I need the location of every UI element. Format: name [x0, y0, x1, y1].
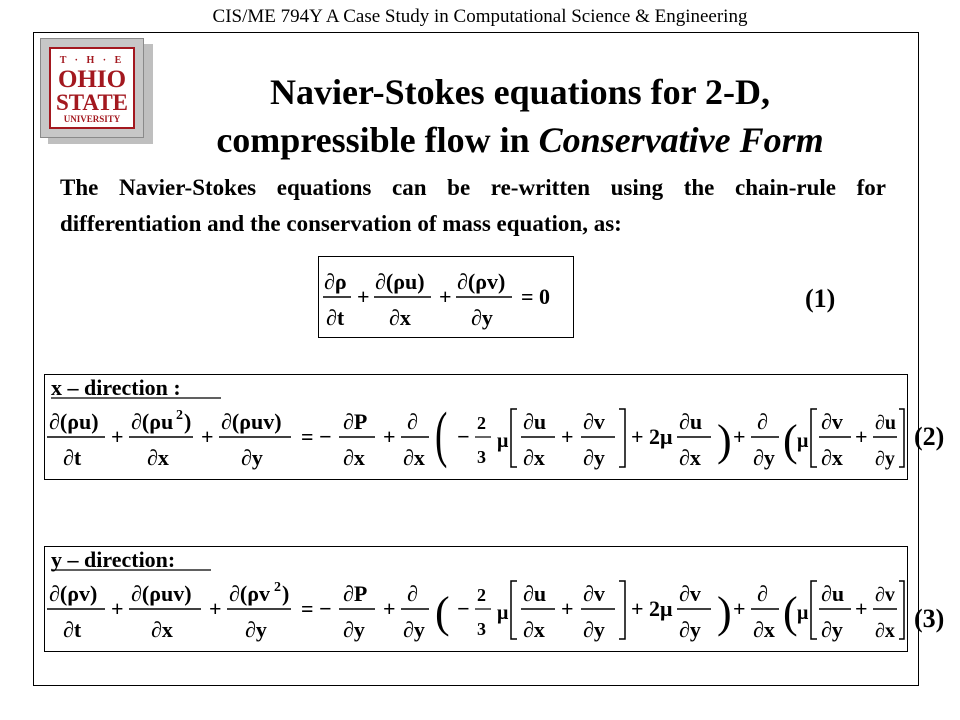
- equation-2-number: (2): [914, 422, 945, 451]
- equation-2-label: x – direction :: [51, 375, 181, 400]
- svg-text:∂(ρu): ∂(ρu): [49, 409, 99, 434]
- svg-text:2: 2: [477, 413, 486, 433]
- svg-text:= −: = −: [301, 596, 332, 621]
- svg-text:(: (: [435, 588, 450, 637]
- svg-text:): ): [184, 409, 192, 434]
- svg-text:∂(ρv): ∂(ρv): [457, 269, 506, 294]
- svg-text:∂u: ∂u: [679, 409, 703, 434]
- svg-text:∂v: ∂v: [679, 581, 701, 606]
- svg-text:2: 2: [176, 408, 183, 423]
- svg-text:+ 2μ: + 2μ: [631, 424, 673, 449]
- svg-text:3: 3: [477, 619, 486, 639]
- svg-text:∂x: ∂x: [821, 445, 843, 470]
- svg-text:∂P: ∂P: [343, 581, 368, 606]
- svg-text:∂y: ∂y: [343, 617, 365, 642]
- svg-text:∂v: ∂v: [583, 581, 605, 606]
- svg-text:∂y: ∂y: [821, 617, 843, 642]
- svg-text:+: +: [201, 424, 214, 449]
- svg-text:∂x: ∂x: [343, 445, 365, 470]
- svg-text:∂x: ∂x: [523, 445, 545, 470]
- title-line-2: [150, 118, 890, 162]
- equation-3-number: (3): [914, 604, 945, 633]
- svg-text:= 0: = 0: [521, 284, 551, 309]
- logo-text-university: UNIVERSITY: [63, 114, 121, 124]
- svg-text:(: (: [783, 588, 798, 637]
- equation-1: [319, 257, 573, 337]
- svg-text:∂(ρv): ∂(ρv): [49, 581, 98, 606]
- svg-text:∂(ρuv): ∂(ρuv): [131, 581, 192, 606]
- svg-text:): ): [717, 588, 732, 637]
- svg-text:): ): [717, 416, 732, 465]
- equation-2-box: [44, 374, 908, 480]
- svg-text:∂x: ∂x: [679, 445, 701, 470]
- svg-text:+: +: [209, 596, 222, 621]
- svg-text:∂y: ∂y: [241, 445, 263, 470]
- svg-text:∂y: ∂y: [583, 617, 605, 642]
- svg-text:μ: μ: [497, 602, 509, 624]
- svg-text:(: (: [434, 400, 448, 470]
- svg-text:2: 2: [477, 585, 486, 605]
- svg-text:+ 2μ: + 2μ: [631, 596, 673, 621]
- svg-text:∂u: ∂u: [523, 581, 547, 606]
- svg-text:∂x: ∂x: [753, 617, 775, 642]
- svg-text:∂v: ∂v: [583, 409, 605, 434]
- svg-text:+: +: [111, 424, 124, 449]
- svg-text:+: +: [439, 284, 452, 309]
- svg-text:+: +: [561, 596, 574, 621]
- course-header: CIS/ME 794Y A Case Study in Computational Science & Engineering: [212, 6, 748, 27]
- equation-3-label: y – direction:: [51, 547, 176, 572]
- svg-text:+: +: [383, 424, 396, 449]
- svg-text:∂u: ∂u: [821, 581, 845, 606]
- equation-1-box: [318, 256, 574, 338]
- title-line-2-italic: Conservative Form: [538, 120, 824, 160]
- svg-text:+: +: [733, 596, 746, 621]
- svg-text:∂: ∂: [407, 581, 418, 606]
- svg-text:∂ρ: ∂ρ: [324, 269, 347, 294]
- svg-text:∂y: ∂y: [583, 445, 605, 470]
- equation-3: [45, 547, 907, 651]
- svg-text:∂v: ∂v: [821, 409, 843, 434]
- logo-text-the: T · H · E: [59, 55, 125, 66]
- svg-text:−: −: [457, 596, 470, 621]
- svg-text:+: +: [855, 424, 868, 449]
- svg-text:μ: μ: [797, 602, 809, 624]
- svg-text:+: +: [357, 284, 370, 309]
- svg-text:∂: ∂: [757, 409, 768, 434]
- svg-text:∂(ρuv): ∂(ρuv): [221, 409, 282, 434]
- svg-text:∂y: ∂y: [679, 617, 701, 642]
- svg-text:+: +: [855, 596, 868, 621]
- equation-3-box: [44, 546, 908, 652]
- svg-text:∂(ρv: ∂(ρv: [229, 581, 270, 606]
- svg-text:∂y: ∂y: [471, 305, 493, 330]
- svg-text:μ: μ: [797, 430, 809, 452]
- logo-text-ohio: OHIO: [57, 66, 127, 93]
- svg-text:(: (: [783, 416, 798, 465]
- svg-text:∂y: ∂y: [245, 617, 267, 642]
- svg-text:∂(ρu: ∂(ρu: [131, 409, 174, 434]
- svg-text:∂t: ∂t: [326, 305, 345, 330]
- svg-text:∂y: ∂y: [753, 445, 775, 470]
- svg-text:+: +: [733, 424, 746, 449]
- svg-text:μ: μ: [497, 430, 509, 452]
- title-line-1: Navier-Stokes equations for 2-D,: [270, 72, 770, 112]
- equation-2: [45, 375, 907, 479]
- svg-text:∂v: ∂v: [875, 584, 895, 606]
- svg-text:∂: ∂: [407, 409, 418, 434]
- logo-text-state: STATE: [55, 90, 129, 115]
- svg-text:∂x: ∂x: [389, 305, 411, 330]
- svg-text:∂P: ∂P: [343, 409, 368, 434]
- svg-text:−: −: [457, 424, 470, 449]
- svg-text:+: +: [561, 424, 574, 449]
- university-logo: [40, 38, 144, 138]
- svg-text:∂x: ∂x: [523, 617, 545, 642]
- svg-text:= −: = −: [301, 424, 332, 449]
- svg-text:∂u: ∂u: [875, 412, 897, 434]
- svg-text:∂y: ∂y: [875, 448, 895, 470]
- svg-text:∂(ρu): ∂(ρu): [375, 269, 425, 294]
- svg-text:∂x: ∂x: [147, 445, 169, 470]
- svg-text:+: +: [383, 596, 396, 621]
- svg-text:+: +: [111, 596, 124, 621]
- svg-text:∂u: ∂u: [523, 409, 547, 434]
- svg-text:∂t: ∂t: [63, 617, 82, 642]
- title-line-2-plain: compressible flow in: [216, 120, 539, 160]
- svg-text:∂x: ∂x: [403, 445, 425, 470]
- logo-emblem: [49, 47, 135, 129]
- svg-text:∂: ∂: [757, 581, 768, 606]
- svg-text:∂y: ∂y: [403, 617, 425, 642]
- intro-paragraph: The Navier-Stokes equations can be re-written using the chain-rule for differentiation and the conservation of mass equation, as:: [60, 175, 886, 236]
- svg-text:2: 2: [274, 580, 281, 595]
- svg-text:): ): [282, 581, 290, 606]
- svg-text:∂x: ∂x: [875, 620, 895, 642]
- svg-text:∂t: ∂t: [63, 445, 82, 470]
- equation-1-number: (1): [805, 284, 836, 313]
- svg-text:∂x: ∂x: [151, 617, 173, 642]
- svg-text:3: 3: [477, 447, 486, 467]
